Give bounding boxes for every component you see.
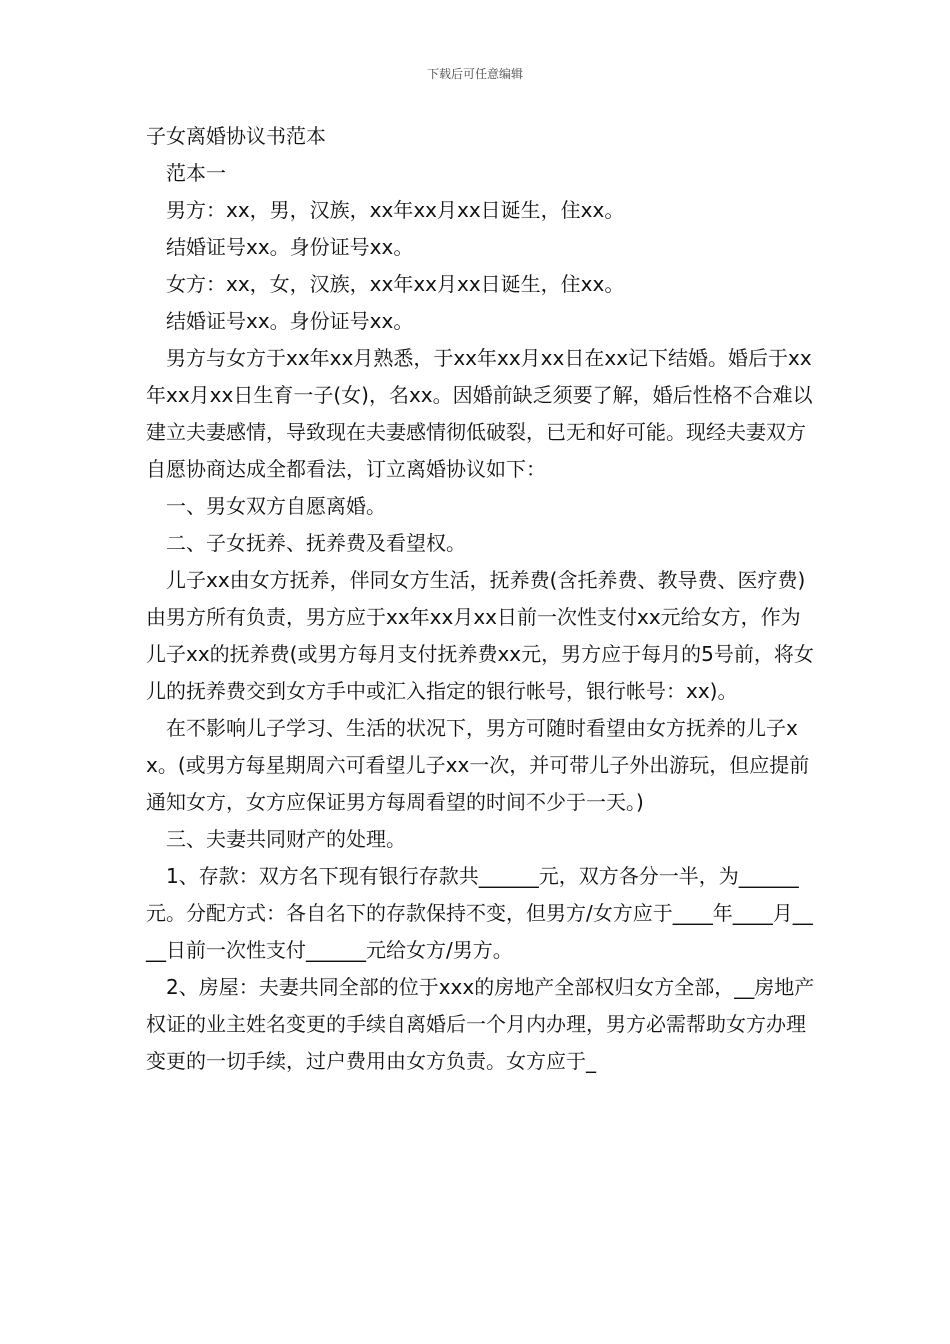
header-note: 下载后可任意编辑 [426, 67, 523, 81]
paragraph-template-label: 范本一 [166, 161, 226, 185]
paragraph-female-party: 女方：xx，女，汉族，xx年xx月xx日诞生，住xx。 [166, 272, 625, 296]
document-body [146, 118, 816, 1080]
document-title: 子女离婚协议书范本 [146, 124, 326, 148]
paragraph-custody: 儿子xx由女方抚养，伴同女方生活，抚养费(含托养费、教导费、医疗费)由男方所有负责，男方应于xx年xx月xx日前一次性支付xx元给女方，作为儿子xx的抚养费(或男方每月支付抚养费xx元，男方应于每月的5号前，将女儿的抚养费交到女方手中或汇入指定的银行帐号，银行帐号：xx)。 [146, 568, 814, 703]
paragraph-male-ids: 结婚证号xx。身份证号xx。 [166, 235, 414, 259]
paragraph-male-party: 男方：xx，男，汉族，xx年xx月xx日诞生，住xx。 [166, 198, 625, 222]
paragraph-deposits: 1、存款：双方名下现有银行存款共______元，双方各分一半，为______元。分配方式：各自名下的存款保持不变，但男方/女方应于____年____月____日前一次性支付______元给女方/男方。 [146, 864, 813, 962]
paragraph-clause-3: 三、夫妻共同财产的处理。 [166, 827, 406, 851]
paragraph-clause-2: 二、子女抚养、抚养费及看望权。 [166, 531, 466, 555]
paragraph-visitation: 在不影响儿子学习、生活的状况下，男方可随时看望由女方抚养的儿子xx。(或男方每星期周六可看望儿子xx一次，并可带儿子外出游玩，但应提前通知女方，女方应保证男方每周看望的时间不少于一天。) [146, 716, 810, 814]
paragraph-background: 男方与女方于xx年xx月熟悉，于xx年xx月xx日在xx记下结婚。婚后于xx年xx月xx日生育一子(女)，名xx。因婚前缺乏须要了解，婚后性格不合难以建立夫妻感情，导致现在夫妻感情彻低破裂，已无和好可能。现经夫妻双方自愿协商达成全都看法，订立离婚协议如下： [146, 346, 813, 481]
paragraph-housing: 2、房屋：夫妻共同全部的位于xxx的房地产全部权归女方全部，__房地产权证的业主姓名变更的手续自离婚后一个月内办理，男方必需帮助女方办理变更的一切手续，过户费用由女方负责。女方应于_ [146, 975, 815, 1073]
paragraph-female-ids: 结婚证号xx。身份证号xx。 [166, 309, 414, 333]
paragraph-clause-1: 一、男女双方自愿离婚。 [166, 494, 386, 518]
